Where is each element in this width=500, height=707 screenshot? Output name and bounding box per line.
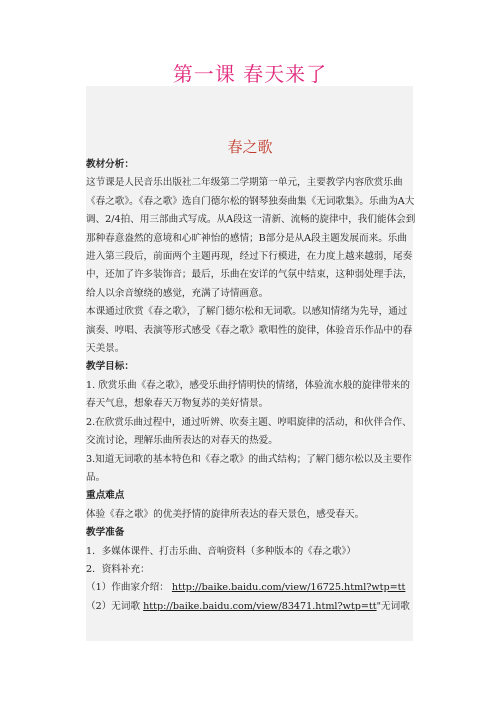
goals-heading: 教学目标： xyxy=(86,361,134,373)
analysis-paragraph-2: 本课通过欣赏《春之歌》，了解门德尔松和无词歌。以感知情绪为先导，通过演奏、哼唱、表演等形式感受《春之歌》歌唱性的旋律，体验音乐作品中的春天美景。 xyxy=(86,306,413,355)
analysis-paragraph-1: 这节课是人民音乐出版社二年级第二学期第一单元，主要教学内容欣赏乐曲《春之歌》。《春之歌》选自门德尔松的钢琴独奏曲集《无词歌集》。乐曲为A大调、2/4拍、用三部曲式写成。从A段这一清新、流畅的旋律中，我们能体会到那种春意盎然的意境和心旷神怡的感情；B部分是从A段主题发展而来。乐曲进入第三段后，前面两个主题再现，经过下行模进，在力度上越来越弱，尾奏中，还加了许多装饰音；最后，乐曲在安详的气氛中结束，这种弱处理手法，给人以余音缭绕的感觉，充满了诗情画意。 xyxy=(86,177,416,299)
preparation-item-1: 1．多媒体课件、打击乐曲、音响资料（多种版本的《春之歌》） xyxy=(86,545,356,557)
reference-composer xyxy=(86,579,416,597)
songs-without-words-link[interactable]: http://baike.baidu.com/view/83471.html?wtp=tt xyxy=(143,600,377,612)
reference-songs-tail: "无词歌 xyxy=(376,600,410,612)
goal-item-2: 2.在欣赏乐曲过程中，通过听辨、吹奏主题、哼唱旋律的活动，和伙伴合作、交流讨论，理解乐曲所表达的对春天的热爱。 xyxy=(86,416,412,447)
document-body xyxy=(86,156,416,616)
preparation-item-2: 2．资料补充： xyxy=(86,563,150,575)
preparation-heading: 教学准备 xyxy=(86,527,125,539)
key-points-text: 体验《春之歌》的优美抒情的旋律所表达的春天景色，感受春天。 xyxy=(86,508,365,520)
goal-item-3: 3.知道无词歌的基本特色和《春之歌》的曲式结构；了解门德尔松以及主要作品。 xyxy=(86,453,412,483)
goal-item-1: 1. 欣赏乐曲《春之歌》，感受乐曲抒情明快的情绪，体验流水般的旋律带来的春天气息，想象春天万物复苏的美好情景。 xyxy=(86,379,410,410)
lesson-title: 第一课 春天来了 xyxy=(172,62,328,86)
section-title: 春之歌 xyxy=(227,138,273,156)
reference-composer-label: （1）作曲家介绍： xyxy=(86,582,172,594)
composer-link[interactable]: http://baike.baidu.com/view/16725.html?wtp=tt xyxy=(171,582,406,594)
analysis-heading: 教材分析： xyxy=(86,159,134,170)
key-points-heading: 重点难点 xyxy=(86,490,125,502)
reference-songs-without-words xyxy=(86,598,416,616)
reference-songs-label: （2）无词歌 xyxy=(86,600,144,612)
